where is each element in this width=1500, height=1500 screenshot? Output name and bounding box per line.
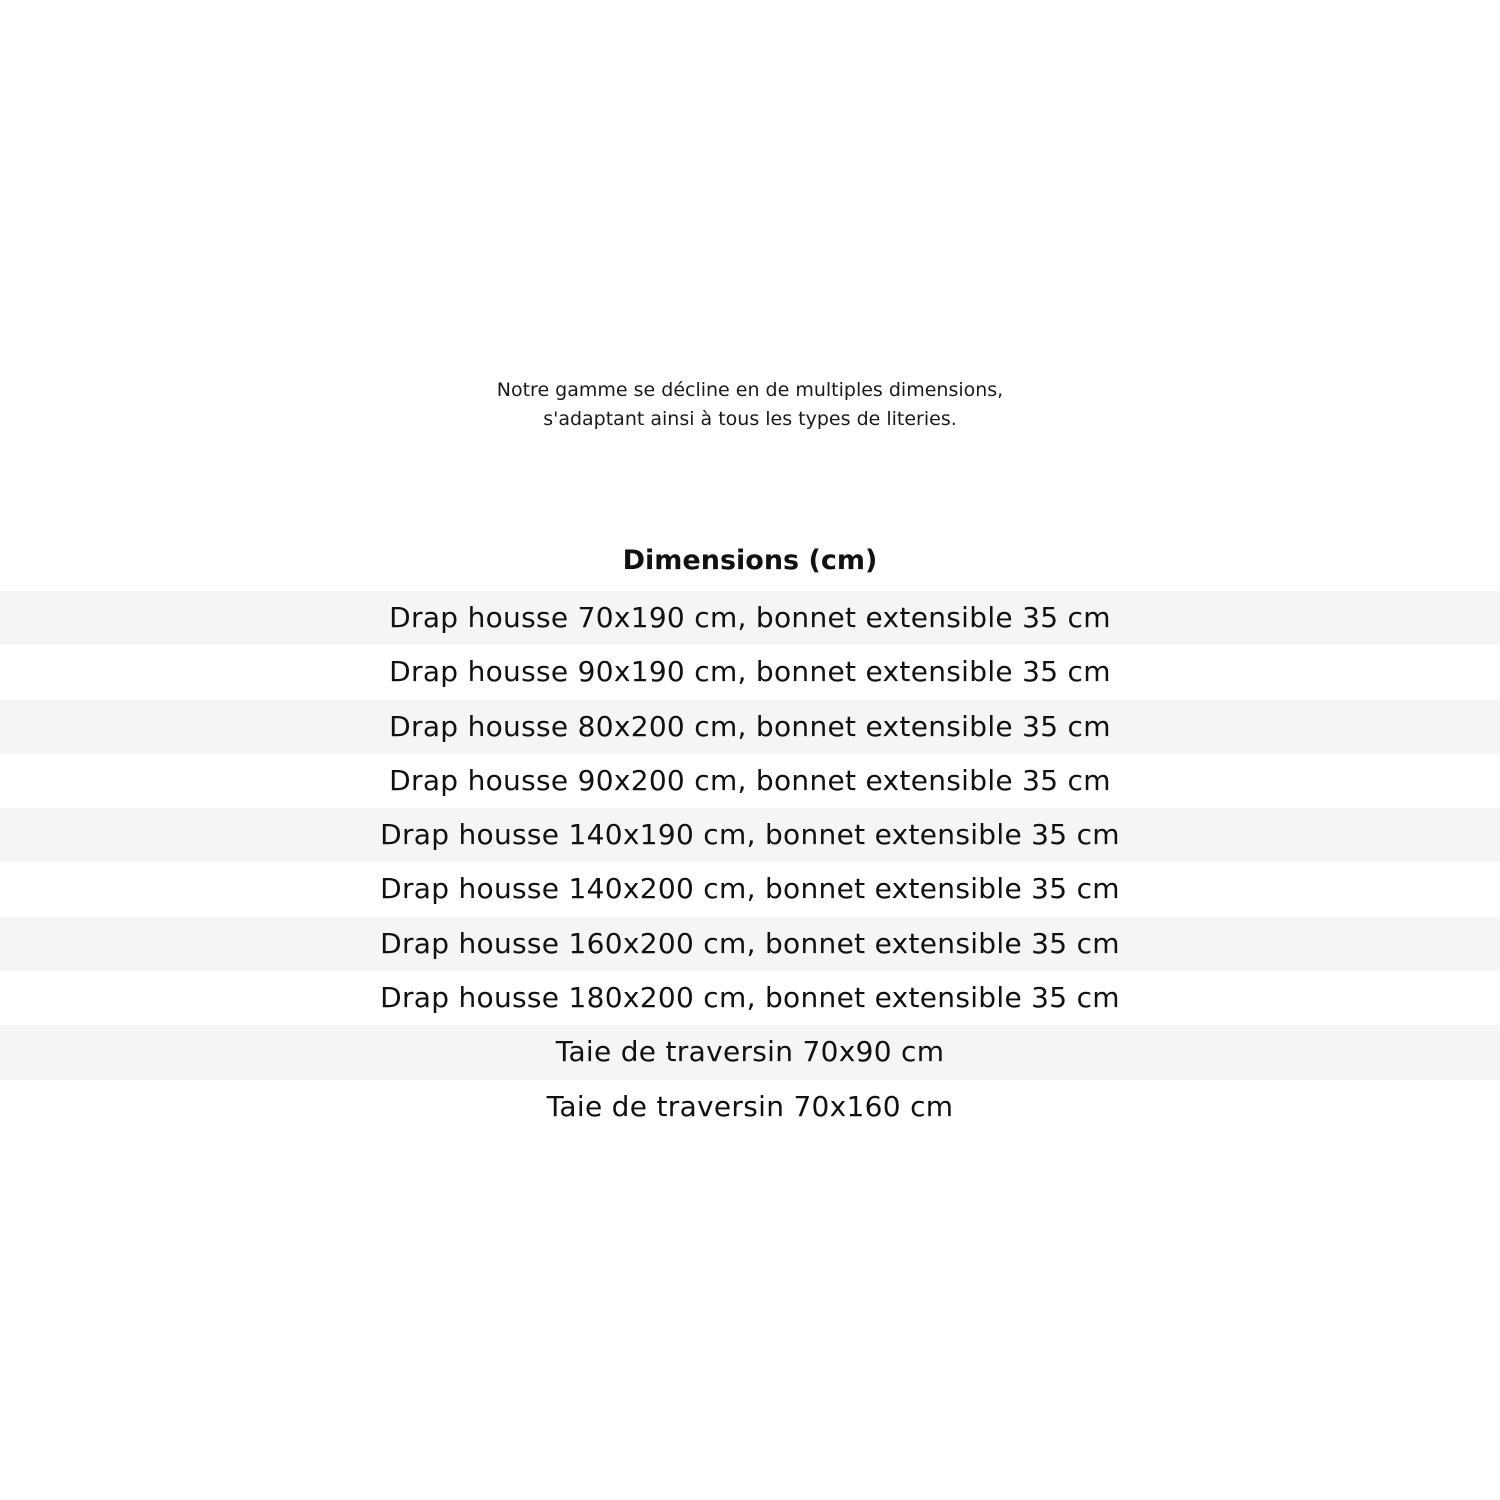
intro-line-1: Notre gamme se décline en de multiples dimensions, [496,379,1004,401]
table-row: Drap housse 160x200 cm, bonnet extensible 35 cm [0,917,1500,971]
table-row: Drap housse 180x200 cm, bonnet extensible 35 cm [380,981,1120,1015]
table-row: Drap housse 140x200 cm, bonnet extensible 35 cm [380,872,1120,906]
table-row: Drap housse 80x200 cm, bonnet extensible 35 cm [0,700,1500,754]
table-row: Drap housse 70x190 cm, bonnet extensible 35 cm [0,591,1500,645]
dimensions-table-title: Dimensions (cm) [622,545,878,576]
intro-text [0,376,1500,434]
table-row: Drap housse 90x190 cm, bonnet extensible 35 cm [389,655,1111,689]
intro-line-2: s'adaptant ainsi à tous les types de literies. [543,408,957,430]
table-row: Drap housse 140x190 cm, bonnet extensible 35 cm [0,808,1500,862]
table-row: Drap housse 90x200 cm, bonnet extensible 35 cm [389,763,1111,797]
table-row: Taie de traversin 70x160 cm [546,1089,954,1123]
dimensions-table [0,535,1500,1134]
table-row: Taie de traversin 70x90 cm [0,1025,1500,1079]
